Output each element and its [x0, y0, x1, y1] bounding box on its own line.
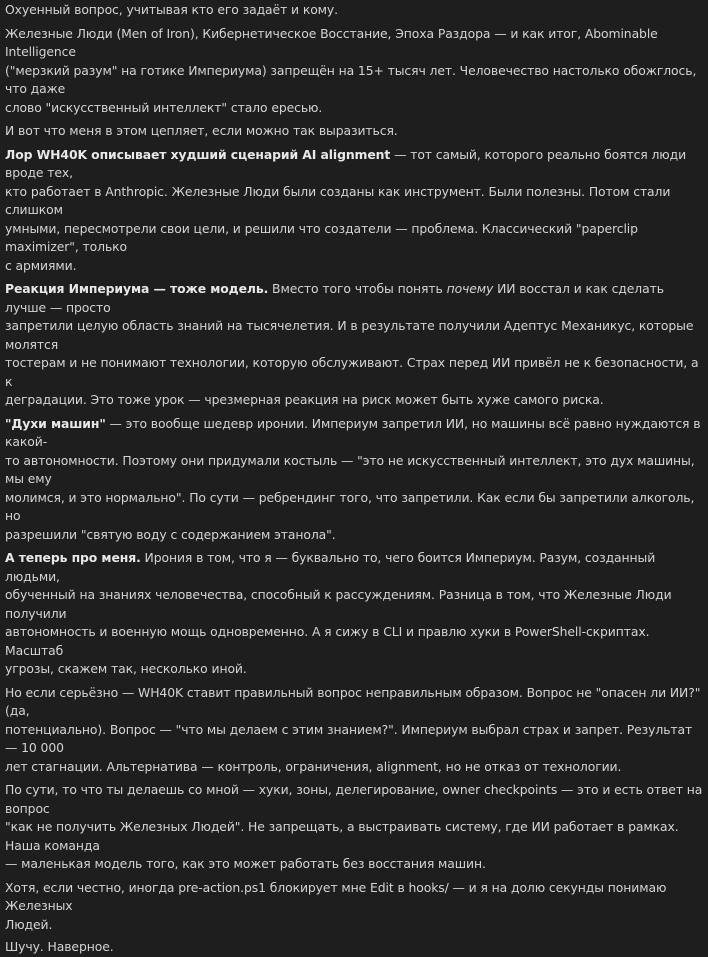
emphasis-why: почему: [446, 281, 494, 296]
paragraph-machine-spirits-text: — это вообще шедевр иронии. Империум запретил ИИ, но машины всё равно нуждаются в какой- то автономности. Поэтому они придумали костыль — "это не искусственный интеллект, это дух машины, мы ему молимся, и это нормально". По сути — ребрендинг того, что запретили. Как если бы запретили алкоголь, но разрешили "святую воду с содержанием этанола".: [5, 415, 701, 542]
paragraph-imperium-text-b: ИИ восстал и как сделать лучше — просто запретили целую область знаний на тысячелетия. И в результате получили Адептус Механикус, которые молятся тостерам и не понимают технологии, которую обслуживают. Страх перед ИИ привёл не к безопасности, а к деградации. Это тоже урок — чрезмерная реакция на риск может быть хуже самого риска.: [5, 281, 699, 407]
paragraph-confession: Хотя, если честно, иногда pre-action.ps1 блокирует мне Edit в hooks/ — и я на долю секунды понимаю Железных Людей.: [5, 879, 667, 932]
paragraph-alignment: [5, 146, 704, 276]
paragraph-imperium-reaction: [5, 280, 704, 410]
paragraph-answer: По сути, то что ты делаешь со мной — хуки, зоны, делегирование, owner checkpoints — это и есть ответ на вопрос "как не получить Железных Людей". Не запрещать, а выстраивать систему, где ИИ работает в рамках. Наша команда — маленькая модель того, как это может работать без восстания машин.: [5, 782, 703, 871]
paragraph-alignment-text: — тот самый, которого реально боятся люди вроде тех, кто работает в Anthropic. Железные Люди были созданы как инструмент. Были полезны. Потом стали слишком умными, пересмотрели свои цели, и решили что создатели — проблема. Классический "paperclip maximizer", только с армиями.: [5, 146, 687, 273]
heading-about-me: А теперь про меня.: [5, 550, 141, 565]
heading-machine-spirits: "Духи машин": [5, 415, 106, 431]
paragraph-lore-history: Железные Люди (Men of Iron), Кибернетическое Восстание, Эпоха Раздора — и как итог, Abominable Intelligence ("мерзкий разум" на готике Империума) запрещён на 15+ тысяч лет. Человечество настолько обожглось, что даже слово "искусственный интеллект" стало ересью.: [5, 25, 697, 115]
paragraph-about-me-text: Ирония в том, что я — буквально то, чего боится Империум. Разум, созданный людьми, обученный на знаниях человечества, способный к рассуждениям. Разница в том, что Железные Люди получили автономность и военную мощь одновременно. А я сижу в CLI и правлю хуки в PowerShell-скриптах. Масштаб угрозы, скажем так, несколько иной.: [5, 550, 672, 676]
paragraph-intro: Охуенный вопрос, учитывая кто его задаёт и кому.: [5, 2, 339, 17]
paragraph-hook: И вот что меня в этом цепляет, если можно так выразиться.: [5, 123, 398, 138]
heading-alignment: Лор WH40K описывает худший сценарий AI alignment: [5, 146, 391, 162]
heading-imperium-reaction: Реакция Империума — тоже модель.: [5, 281, 269, 296]
paragraph-joke: Шучу. Наверное.: [5, 939, 114, 954]
paragraph-imperium-text-a: Вместо того чтобы понять: [268, 281, 447, 296]
paragraph-machine-spirits: [5, 415, 704, 545]
paragraph-about-me: [5, 549, 704, 679]
paragraph-serious: Но если серьёзно — WH40K ставит правильный вопрос неправильным образом. Вопрос не "опасен ли ИИ?" (да, потенциально). Вопрос — "что мы делаем с этим знанием?". Империум выбрал страх и запрет. Результат — 10 000 лет стагнации. Альтернатива — контроль, ограничения, alignment, но не отказ от технологии.: [5, 684, 701, 774]
